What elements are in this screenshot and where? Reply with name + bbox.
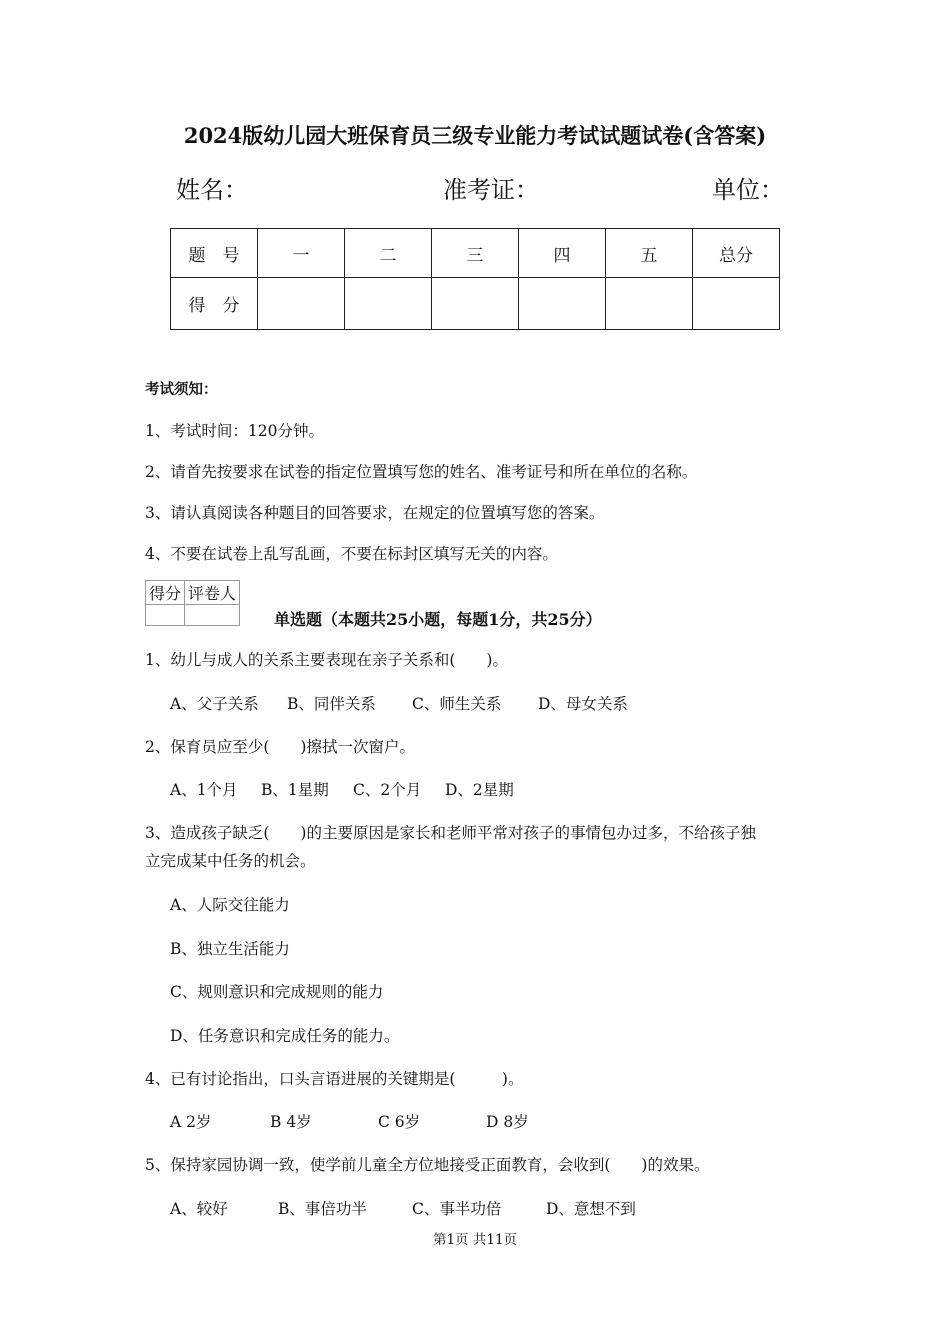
score-table-col-1: 一 [258,229,345,278]
question-4-option-b[interactable]: B 4岁 [270,1113,312,1131]
question-2-option-c[interactable]: C、2个月 [353,781,422,799]
notice-item-2: 2、请首先按要求在试卷的指定位置填写您的姓名、准考证号和所在单位的名称。 [145,463,698,481]
notice-item-1: 1、考试时间：120分钟。 [145,422,324,440]
question-5-option-a[interactable]: A、较好 [170,1200,228,1218]
score-table-col-5: 五 [606,229,693,278]
notice-heading: 考试须知： [145,381,218,398]
grader-box [145,580,240,626]
score-table-col-3: 三 [432,229,519,278]
grader-box-score-cell[interactable] [146,605,185,626]
question-3-stem-line-2: 立完成某中任务的机会。 [145,852,316,870]
score-cell-2[interactable] [345,278,432,330]
score-table [170,228,780,330]
score-table-header-row [171,229,780,278]
question-3-stem-line-1: 3、造成孩子缺乏( )的主要原因是家长和老师平常对孩子的事情包办过多，不给孩子独 [145,824,756,842]
score-cell-5[interactable] [606,278,693,330]
score-table-score-row [171,278,780,330]
score-table-col-2: 二 [345,229,432,278]
score-cell-3[interactable] [432,278,519,330]
page-footer: 第1页 共11页 [432,1232,518,1248]
question-4-option-a[interactable]: A 2岁 [170,1113,212,1131]
question-5-option-d[interactable]: D、意想不到 [546,1200,636,1218]
section-title: 单选题（本题共25小题，每题1分，共25分） [274,610,602,629]
question-3-option-c[interactable]: C、规则意识和完成规则的能力 [170,983,384,1001]
grader-box-score-label: 得分 [146,581,185,605]
grader-box-grader-label: 评卷人 [185,581,240,605]
question-4-option-c[interactable]: C 6岁 [378,1113,421,1131]
score-cell-1[interactable] [258,278,345,330]
question-2-stem: 2、保育员应至少( )擦拭一次窗户。 [145,738,415,756]
score-table-col-total: 总分 [693,229,780,278]
exam-title: 2024版幼儿园大班保育员三级专业能力考试试题试卷(含答案) [183,123,767,148]
notice-item-3: 3、请认真阅读各种题目的回答要求，在规定的位置填写您的答案。 [145,504,605,522]
question-1-option-c[interactable]: C、师生关系 [412,695,502,713]
question-5-option-c[interactable]: C、事半功倍 [412,1200,502,1218]
notice-item-4: 4、不要在试卷上乱写乱画，不要在标封区填写无关的内容。 [145,545,558,563]
question-1-stem: 1、幼儿与成人的关系主要表现在亲子关系和( )。 [145,651,508,669]
question-2-option-a[interactable]: A、1个月 [170,781,238,799]
score-cell-4[interactable] [519,278,606,330]
question-5-option-b[interactable]: B、事倍功半 [278,1200,367,1218]
grader-box-grader-cell[interactable] [185,605,240,626]
name-field-label: 姓名： [176,176,248,204]
score-cell-total[interactable] [693,278,780,330]
question-4-option-d[interactable]: D 8岁 [486,1113,529,1131]
question-5-stem: 5、保持家园协调一致，使学前儿童全方位地接受正面教育，会收到( )的效果。 [145,1156,710,1174]
score-table-question-label: 题 号 [171,229,258,278]
question-2-option-b[interactable]: B、1星期 [261,781,329,799]
question-3-option-b[interactable]: B、独立生活能力 [170,940,290,958]
question-3-option-a[interactable]: A、人际交往能力 [170,896,290,914]
score-table-col-4: 四 [519,229,606,278]
unit-field-label: 单位： [712,176,784,204]
exam-id-field-label: 准考证： [443,176,539,204]
question-3-option-d[interactable]: D、任务意识和完成任务的能力。 [170,1027,400,1045]
question-4-stem: 4、已有讨论指出，口头言语进展的关键期是( )。 [145,1070,524,1088]
question-1-option-a[interactable]: A、父子关系 [170,695,259,713]
question-2-option-d[interactable]: D、2星期 [445,781,514,799]
question-1-option-b[interactable]: B、同伴关系 [287,695,376,713]
score-table-score-label: 得 分 [171,278,258,330]
question-1-option-d[interactable]: D、母女关系 [538,695,628,713]
